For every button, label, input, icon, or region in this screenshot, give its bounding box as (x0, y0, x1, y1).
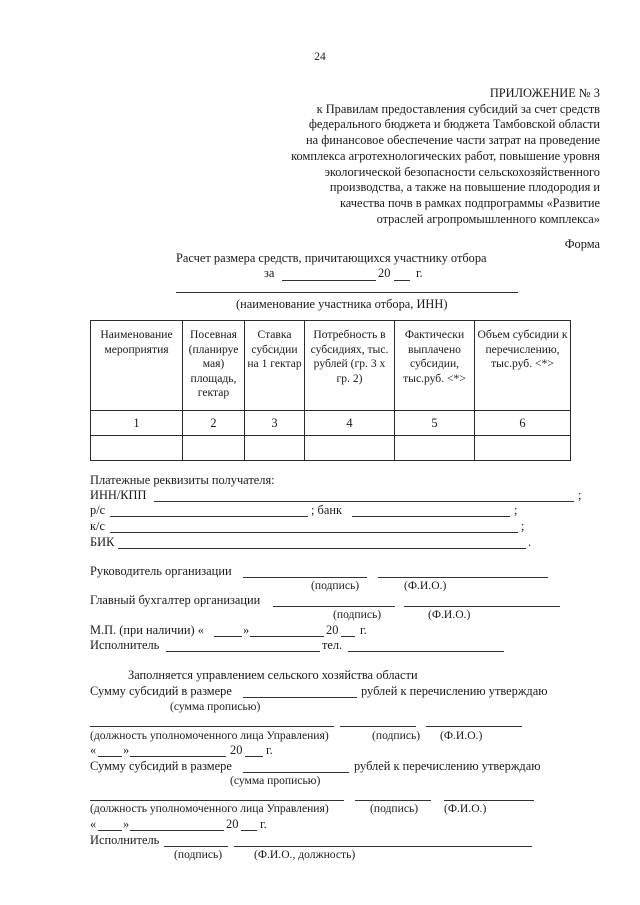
page-number: 24 (314, 51, 326, 63)
participant-blank[interactable] (176, 292, 518, 293)
date-year-prefix: 20 (230, 743, 243, 757)
account-label: р/с (90, 503, 106, 517)
official-signature-blank-2[interactable] (355, 800, 431, 801)
payment-title: Платежные реквизиты получателя: (90, 473, 275, 487)
official-blank-2[interactable] (90, 800, 344, 801)
period-date-blank[interactable] (282, 280, 376, 281)
official-signature-caption: (подпись) (372, 729, 421, 742)
bik-blank[interactable] (118, 548, 526, 549)
accountant-fio-blank[interactable] (404, 606, 560, 607)
table-header-cell: Посевная (планируе мая) площадь, гектар (183, 321, 245, 411)
stamp-date-label: М.П. (при наличии) « (90, 623, 204, 637)
management-note: Заполняется управлением сельского хозяйства области (128, 668, 418, 682)
head-label: Руководитель организации (90, 564, 232, 578)
official-caption-2: (должность уполномоченного лица Управления) (90, 802, 329, 815)
executor-signature-blank[interactable] (164, 846, 228, 847)
inn-blank[interactable] (154, 501, 574, 502)
column-number: 5 (395, 411, 475, 436)
appendix-line: производства, а также на повышение плодородия и (329, 180, 600, 195)
date-quote-close-2: » (123, 817, 130, 831)
head-signature-caption: (подпись) (311, 579, 360, 592)
table-cell[interactable] (395, 436, 475, 461)
table-cell[interactable] (91, 436, 183, 461)
appendix-line: к Правилам предоставления субсидий за счет средств (316, 101, 600, 116)
approve-text-2: рублей к перечислению утверждаю (354, 759, 541, 773)
table-cell[interactable] (183, 436, 245, 461)
executor-blank[interactable] (166, 651, 320, 652)
amount-blank-2[interactable] (243, 772, 349, 773)
amount-label-2: Сумму субсидий в размере (90, 759, 232, 773)
column-number: 3 (245, 411, 305, 436)
document-title: Расчет размера средств, причитающихся участнику отбора (176, 251, 487, 265)
amount-in-words-caption-2: (сумма прописью) (230, 774, 321, 787)
date-year-suffix: г. (266, 743, 273, 757)
approve-text: рублей к перечислению утверждаю (361, 684, 548, 698)
column-number: 4 (305, 411, 395, 436)
date-year-blank[interactable] (245, 756, 263, 757)
table-header-cell: Потребность в субсидиях, тыс. рублей (гр. 3 х гр. 2) (305, 321, 395, 411)
table-cell[interactable] (245, 436, 305, 461)
executor-label: Исполнитель (90, 638, 160, 652)
period-year-blank[interactable] (394, 280, 410, 281)
table-cell[interactable] (475, 436, 571, 461)
executor-label-2: Исполнитель (90, 833, 160, 847)
stamp-year-prefix: 20 (326, 623, 339, 637)
appendix-title: ПРИЛОЖЕНИЕ № 3 (489, 86, 600, 100)
bank-semicolon: ; (514, 503, 518, 517)
corr-account-label: к/с (90, 519, 105, 533)
executor-fio-blank[interactable] (234, 846, 532, 847)
official-blank[interactable] (90, 726, 334, 727)
accountant-fio-caption: (Ф.И.О.) (428, 608, 471, 621)
date-quote-open: « (90, 743, 97, 757)
table-header-cell: Ставка субсидии на 1 гектар (245, 321, 305, 411)
official-fio-caption: (Ф.И.О.) (440, 729, 483, 742)
stamp-year-blank[interactable] (341, 636, 355, 637)
executor-fio-position-caption: (Ф.И.О., должность) (254, 848, 356, 861)
stamp-year-suffix: г. (360, 623, 367, 637)
phone-blank[interactable] (348, 651, 504, 652)
participant-caption: (наименование участника отбора, ИНН) (236, 297, 448, 311)
official-caption: (должность уполномоченного лица Управления) (90, 729, 329, 742)
date-quote-open-2: « (90, 817, 97, 831)
appendix-line: федерального бюджета и бюджета Тамбовской области (308, 117, 600, 132)
appendix-line: на финансовое обеспечение части затрат на проведение (306, 133, 600, 148)
table-header-cell: Объем субсидии к перечислению, тыс.руб. <*> (475, 321, 571, 411)
table-header-row (91, 321, 571, 411)
account-blank[interactable] (110, 516, 308, 517)
accountant-signature-caption: (подпись) (333, 608, 382, 621)
accountant-signature-blank[interactable] (273, 606, 395, 607)
date-month-blank-2[interactable] (130, 830, 224, 831)
column-number: 6 (475, 411, 571, 436)
appendix-line: комплекса агротехнологических работ, повышение уровня (291, 148, 600, 163)
date-quote-close: » (123, 743, 130, 757)
period-year-prefix: 20 (378, 266, 391, 280)
phone-label: тел. (322, 638, 343, 652)
table-number-row (91, 411, 571, 436)
bik-label: БИК (90, 535, 115, 549)
appendix-line: качества почв в рамках подпрограммы «Развитие (339, 195, 600, 210)
stamp-quote-close: » (243, 623, 250, 637)
official-fio-blank[interactable] (426, 726, 522, 727)
accountant-label: Главный бухгалтер организации (90, 593, 261, 607)
bank-blank[interactable] (352, 516, 510, 517)
official-signature-blank[interactable] (340, 726, 416, 727)
bank-label: ; банк (311, 503, 342, 517)
appendix-line: отраслей агропромышленного комплекса» (376, 211, 600, 226)
period-suffix: г. (416, 266, 423, 280)
table-cell[interactable] (305, 436, 395, 461)
official-fio-blank-2[interactable] (444, 800, 534, 801)
head-signature-blank[interactable] (243, 577, 367, 578)
inn-label: ИНН/КПП (90, 488, 147, 502)
amount-blank[interactable] (243, 697, 357, 698)
table-row (91, 436, 571, 461)
stamp-month-blank[interactable] (250, 636, 324, 637)
date-day-blank[interactable] (98, 756, 122, 757)
subsidy-table (90, 320, 571, 461)
official-fio-caption-2: (Ф.И.О.) (444, 802, 487, 815)
appendix-line: экологической безопасности сельскохозяйственного (324, 164, 600, 179)
executor-signature-caption: (подпись) (174, 848, 223, 861)
appendix-header (291, 86, 600, 227)
date-year-blank-2[interactable] (241, 830, 257, 831)
column-number: 2 (183, 411, 245, 436)
date-year-suffix-2: г. (260, 817, 267, 831)
column-number: 1 (91, 411, 183, 436)
corr-account-semicolon: ; (521, 519, 525, 533)
inn-semicolon: ; (578, 488, 582, 502)
bik-period: . (528, 535, 532, 549)
table-header-cell: Наименование мероприятия (91, 321, 183, 411)
amount-in-words-caption: (сумма прописью) (170, 700, 261, 713)
official-signature-caption-2: (подпись) (370, 802, 419, 815)
date-day-blank-2[interactable] (98, 830, 122, 831)
date-year-prefix-2: 20 (226, 817, 239, 831)
form-label: Форма (564, 237, 600, 251)
table-header-cell: Фактически выплачено субсидии, тыс.руб. <*> (395, 321, 475, 411)
period-prefix: за (264, 266, 275, 280)
stamp-day-blank[interactable] (214, 636, 242, 637)
corr-account-blank[interactable] (110, 532, 518, 533)
date-month-blank[interactable] (130, 756, 226, 757)
amount-label: Сумму субсидий в размере (90, 684, 232, 698)
head-fio-caption: (Ф.И.О.) (404, 579, 447, 592)
head-fio-blank[interactable] (378, 577, 548, 578)
